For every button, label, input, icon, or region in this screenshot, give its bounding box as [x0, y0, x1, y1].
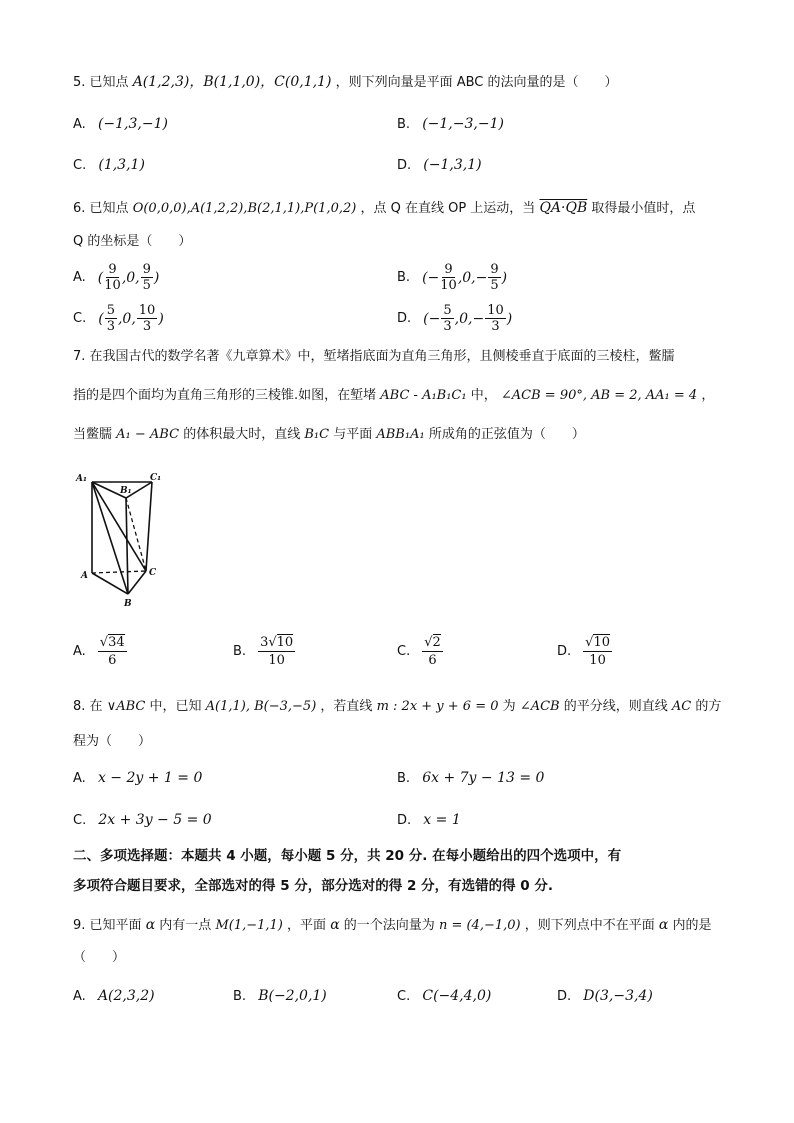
- middle-term: ,0,: [117, 310, 136, 327]
- edge-b1-b: [126, 498, 128, 594]
- denominator: 3: [491, 319, 500, 334]
- denominator: 10: [268, 653, 285, 668]
- q5-option-b: B. (−1,−3,−1): [397, 116, 504, 132]
- numerator: 5: [443, 303, 452, 318]
- numerator: 10: [138, 303, 156, 318]
- denominator: 3: [106, 319, 115, 334]
- section2-heading-line2: 多项符合题目要求，全部选对的得 5 分，部分选对的得 2 分，有选错的得 0 分.: [73, 878, 554, 894]
- q8-option-d: D. x = 1: [397, 812, 461, 828]
- denominator: 5: [490, 278, 499, 293]
- sqrt-sign: √: [585, 635, 594, 650]
- prism-figure: [70, 470, 170, 610]
- section2-heading-line1: 二、多项选择题：本题共 4 小题，每小题 5 分，共 20 分. 在每小题给出的四个选项中，有: [73, 848, 622, 864]
- q5-stem-post: ，则下列向量是平面 ABC 的法向量的是（ ）: [335, 75, 618, 90]
- fraction-2: [141, 262, 153, 293]
- q5-stem-pre: 5. 已知点: [73, 75, 129, 90]
- paren-close: ): [506, 310, 513, 327]
- q8-option-c: C. 2x + 3y − 5 = 0: [73, 812, 212, 828]
- label-a1: A₁: [76, 474, 87, 484]
- q6-stem: 6. 已知点 O(0,0,0),A(1,2,2),B(2,1,1),P(1,0,2) ，点 Q 在直线 OP 上运动，当 QA·QB 取得最小值时，点: [73, 200, 696, 216]
- label-c: C: [149, 568, 157, 578]
- q7-option-d: [557, 634, 612, 669]
- segment-a1-b: [92, 482, 128, 594]
- q6-stem-line2: Q 的坐标是（ ）: [73, 234, 192, 249]
- q8-stem-line2: 程为（ ）: [73, 734, 152, 749]
- paren-close: ): [153, 269, 160, 286]
- q7-stem-line3: 当鳖臑 A₁ − ABC 的体积最大时，直线 B₁C 与平面 ABB₁A₁ 所成角的正弦值为（ ）: [73, 427, 585, 442]
- q6-option-d: [397, 303, 512, 334]
- q8-option-b: B. 6x + 7y − 13 = 0: [397, 770, 545, 786]
- paren-open: (−: [423, 310, 441, 327]
- numerator: 9: [108, 262, 117, 277]
- option-label: C.: [397, 644, 411, 659]
- label-b1: B₁: [120, 486, 132, 496]
- q7-option-b: [233, 634, 295, 669]
- denominator: 6: [108, 653, 117, 668]
- q5-option-c: C. (1,3,1): [73, 157, 145, 173]
- hidden-edge-a-c: [92, 571, 146, 573]
- q5-option-d: D. (−1,3,1): [397, 157, 482, 173]
- fraction-1: [441, 303, 453, 334]
- q9-stem: 9. 已知平面 α 内有一点 M(1,−1,1) ，平面 α 的一个法向量为 n = (4,−1,0) ，则下列点中不在平面 α 内的是: [73, 917, 712, 933]
- fraction-2: [137, 303, 158, 334]
- numerator: 9: [142, 262, 151, 277]
- numerator: [583, 634, 612, 652]
- paren-close: ): [501, 269, 508, 286]
- q7-stem-line2: 指的是四个面均为直角三角形的三棱锥.如图，在堑堵 ABC - A₁B₁C₁ 中， ∠ACB = 90°, AB = 2, AA₁ = 4 ，: [73, 388, 715, 403]
- radical-fraction: [98, 634, 127, 669]
- denominator: 10: [440, 278, 457, 293]
- denominator: 3: [142, 319, 152, 334]
- q9-option-d: D. D(3,−3,4): [557, 988, 653, 1004]
- denominator: 3: [443, 319, 452, 334]
- q6-option-a: [73, 262, 159, 293]
- fraction-1: [104, 262, 121, 293]
- fraction-2: [485, 303, 506, 334]
- fraction-1: [440, 262, 457, 293]
- q9-option-a: A. A(2,3,2): [73, 988, 155, 1004]
- q9-stem-line2: （ ）: [73, 950, 126, 965]
- sqrt-sign: √: [424, 635, 433, 650]
- sqrt-sign: √: [99, 635, 109, 650]
- edge-b-c: [128, 571, 146, 594]
- radical-fraction: [422, 634, 443, 669]
- fraction-1: [105, 303, 117, 334]
- coefficient: 3: [260, 635, 269, 650]
- q9-option-c: C. C(−4,4,0): [397, 988, 492, 1004]
- q5-stem-points: A(1,2,3)，B(1,1,0)，C(0,1,1): [132, 74, 332, 90]
- option-label: D.: [397, 311, 412, 326]
- middle-term: ,0,−: [457, 269, 488, 286]
- label-b: B: [124, 599, 132, 609]
- denominator: 10: [104, 278, 121, 293]
- denominator: 6: [428, 653, 437, 668]
- option-label: D.: [557, 644, 572, 659]
- option-label: A.: [73, 270, 86, 285]
- q7-option-a: [73, 634, 127, 669]
- denominator: 5: [142, 278, 151, 293]
- denominator: 10: [589, 653, 606, 668]
- sqrt-sign: √: [268, 635, 277, 650]
- q9-option-b: B. B(−2,0,1): [233, 988, 327, 1004]
- radical-fraction: [583, 634, 612, 669]
- paren-open: (: [97, 269, 104, 286]
- radicand: 10: [276, 635, 294, 650]
- numerator: [258, 634, 295, 652]
- numerator: [98, 634, 127, 652]
- numerator: 5: [106, 303, 115, 318]
- q5-option-a: A. (−1,3,−1): [73, 116, 168, 132]
- q7-option-c: [397, 634, 443, 669]
- radicand: 2: [432, 635, 441, 650]
- label-a: A: [81, 571, 88, 581]
- q8-option-a: A. x − 2y + 1 = 0: [73, 770, 203, 786]
- paren-open: (−: [422, 269, 440, 286]
- option-label: C.: [73, 311, 87, 326]
- q6-option-c: [73, 303, 164, 334]
- fraction-2: [488, 262, 500, 293]
- option-label: B.: [233, 644, 247, 659]
- numerator: 9: [490, 262, 499, 277]
- middle-term: ,0,−: [454, 310, 485, 327]
- radicand: 34: [108, 635, 125, 650]
- numerator: 9: [444, 262, 453, 277]
- option-label: A.: [73, 644, 86, 659]
- q7-stem-line1: 7. 在我国古代的数学名著《九章算术》中，堑堵指底面为直角三角形，且侧棱垂直于底面的三棱柱，鳖臑: [73, 349, 675, 364]
- numerator: 10: [487, 303, 504, 318]
- option-label: B.: [397, 270, 411, 285]
- q6-option-b: [397, 262, 507, 293]
- q6-vector-dot-product: QA·QB: [539, 200, 588, 216]
- q5-stem: [73, 72, 618, 93]
- middle-term: ,0,: [121, 269, 140, 286]
- q8-stem: 8. 在 ∨ABC 中，已知 A(1,1), B(−3,−5) ，若直线 m : 2x + y + 6 = 0 为 ∠ACB 的平分线，则直线 AC 的方: [73, 699, 722, 714]
- numerator: [422, 634, 443, 652]
- radical-fraction: [258, 634, 295, 669]
- label-c1: C₁: [150, 473, 162, 483]
- paren-close: ): [158, 310, 164, 327]
- paren-open: (: [98, 310, 104, 327]
- hidden-segment-b1-c: [126, 498, 146, 571]
- radicand: 10: [593, 635, 610, 650]
- edge-c1-c: [146, 482, 152, 571]
